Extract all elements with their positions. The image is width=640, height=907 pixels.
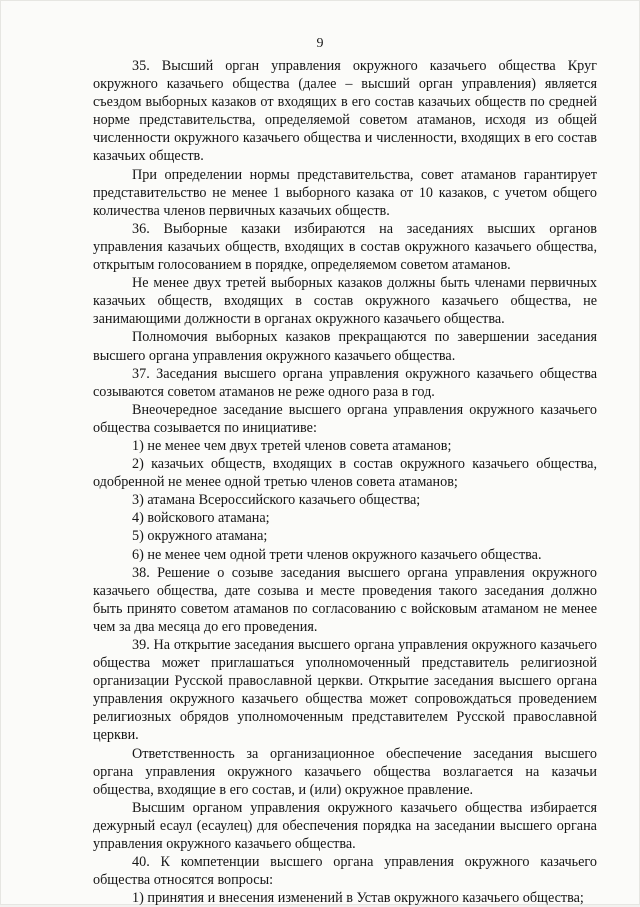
paragraph-two-thirds: Не менее двух третей выборных казаков должны быть членами первичных казачьих обществ, входящих в состав окружного казачьего общества, не занимающими должности в органах окружного казачьего общества. — [93, 275, 597, 328]
paragraph-35: 35. Высший орган управления окружного казачьего общества Круг окружного казачьего общества (далее – высший орган управления) является съездом выборных казаков от входящих в его состав казачьих обществ по средней норме представительства, определяемой советом атаманов, исходя из общей численности окружного казачьего общества и численности, входящих в его состав казачьих обществ. — [93, 58, 597, 165]
paragraph-39: 39. На открытие заседания высшего органа управления окружного казачьего общества может приглашаться уполномоченный представитель религиозной организации Русской православной церкви. Открытие заседания высшего органа управления окружного казачьего общества может сопровождаться проведением религиозных обрядов уполномоченным представителем Русской православной церкви. — [93, 637, 597, 744]
paragraph-powers-termination: Полномочия выборных казаков прекращаются по завершении заседания высшего органа управления окружного казачьего общества. — [93, 329, 597, 364]
paragraph-37: 37. Заседания высшего органа управления окружного казачьего общества созываются советом атаманов не реже одного раза в год. — [93, 365, 597, 400]
paragraph-responsibility: Ответственность за организационное обеспечение заседания высшего органа управления окружного казачьего общества возлагается на казачьи общества, входящие в его состав, и (или) окружное правление. — [93, 745, 597, 798]
page-number: 9 — [316, 36, 324, 51]
paragraph-representation-norm: При определении нормы представительства, совет атаманов гарантирует представительство не менее 1 выборного казака от 10 казаков, с учетом общего количества членов первичных казачьих обществ. — [93, 166, 597, 219]
paragraph-36: 36. Выборные казаки избираются на заседаниях высших органов управления казачьих обществ, входящих в состав окружного казачьего общества, открытым голосованием в порядке, определяемом советом атаманов. — [93, 220, 597, 274]
paragraph-38: 38. Решение о созыве заседания высшего органа управления окружного казачьего общества, дате созыва и месте проведения такого заседания должно быть принято советом атаманов по согласованию с войсковым атаманом не менее чем за два месяца до его проведения. — [93, 564, 597, 635]
document-body — [93, 57, 597, 907]
paragraph-duty-esaul: Высшим органом управления окружного казачьего общества избирается дежурный есаул (есаулец) для обеспечения порядка на заседании высшего органа управления окружного казачьего общества. — [93, 799, 597, 853]
list-item-40-1: 1) принятия и внесения изменений в Устав окружного казачьего общества; — [132, 890, 584, 907]
list-item-4: 4) войскового атамана; — [132, 510, 270, 527]
list-item-2: 2) казачьих обществ, входящих в состав окружного казачьего общества, одобренной не менее одной третью членов совета атаманов; — [93, 456, 597, 491]
list-item-6: 6) не менее чем одной трети членов окружного казачьего общества. — [132, 546, 542, 563]
paragraph-40: 40. К компетенции высшего органа управления окружного казачьего общества относятся вопросы: — [93, 854, 597, 889]
list-item-3: 3) атамана Всероссийского казачьего общества; — [132, 492, 421, 509]
paragraph-extraordinary-meeting: Внеочередное заседание высшего органа управления окружного казачьего общества созывается по инициативе: — [93, 401, 597, 436]
list-item-1: 1) не менее чем двух третей членов совета атаманов; — [132, 437, 452, 454]
list-item-5: 5) окружного атамана; — [132, 528, 268, 545]
